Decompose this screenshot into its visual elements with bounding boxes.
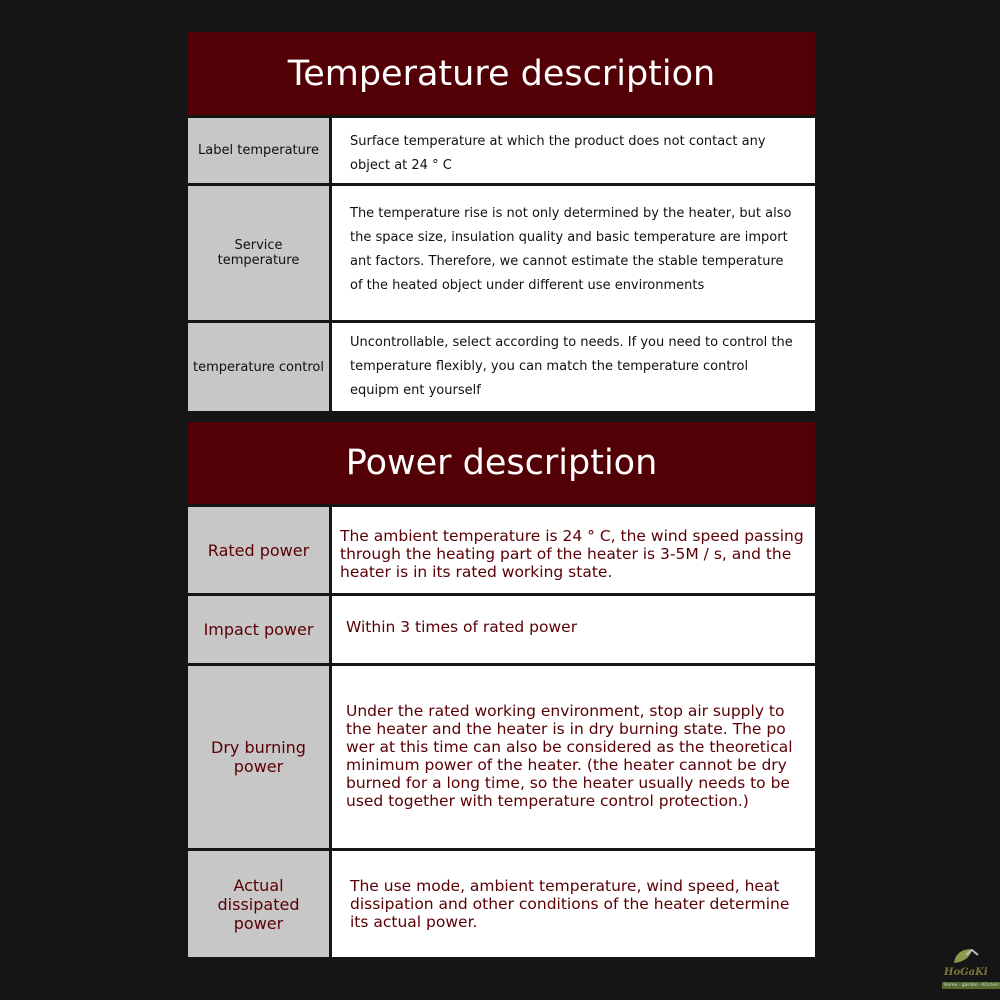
row-label: Actual dissipated power	[188, 851, 332, 957]
row-text: Under the rated working environment, stop air supply to the heater and the heater is in dry burning state. The po wer at this time can also be considered as the theoretical minimum power of the heater. (the heater cannot be dry burned for a long time, so the heater usually needs to be used together with temperature control protection.)	[332, 666, 815, 848]
table-row	[188, 504, 815, 593]
row-label: Service temperature	[188, 186, 332, 320]
row-label: Label temperature	[188, 118, 332, 183]
leaf-house-icon	[950, 945, 980, 967]
row-text: Within 3 times of rated power	[332, 596, 815, 663]
row-text: The ambient temperature is 24 ° C, the wind speed passing through the heating part of the heater is 3-5M / s, and the heater is in its rated working state.	[332, 507, 815, 593]
table-row	[188, 115, 815, 183]
table-row	[188, 848, 815, 957]
row-label: Dry burning power	[188, 666, 332, 848]
row-text: The use mode, ambient temperature, wind speed, heat dissipation and other conditions of the heater determine its actual power.	[332, 851, 815, 957]
row-text: The temperature rise is not only determined by the heater, but also the space size, insulation quality and basic temperature are import ant factors. Therefore, we cannot estimate the stable temperature of the heated object under different use environments	[332, 186, 815, 320]
table-row	[188, 320, 815, 411]
temperature-description-table	[188, 32, 815, 411]
power-section-title: Power description	[188, 422, 815, 504]
logo-brand: HoGaKi	[944, 967, 988, 978]
row-text: Uncontrollable, select according to needs. If you need to control the temperature flexibly, you can match the temperature control equipm ent yourself	[332, 323, 815, 411]
table-row	[188, 663, 815, 848]
power-description-table	[188, 422, 815, 957]
logo-tagline: Home - garden - Kitchen	[944, 983, 1000, 988]
brand-logo	[938, 945, 1000, 997]
temperature-section-title: Temperature description	[188, 32, 815, 115]
table-row	[188, 183, 815, 320]
row-label: Impact power	[188, 596, 332, 663]
table-row	[188, 593, 815, 663]
row-label: temperature control	[188, 323, 332, 411]
row-label: Rated power	[188, 507, 332, 593]
row-text: Surface temperature at which the product does not contact any object at 24 ° C	[332, 118, 815, 183]
